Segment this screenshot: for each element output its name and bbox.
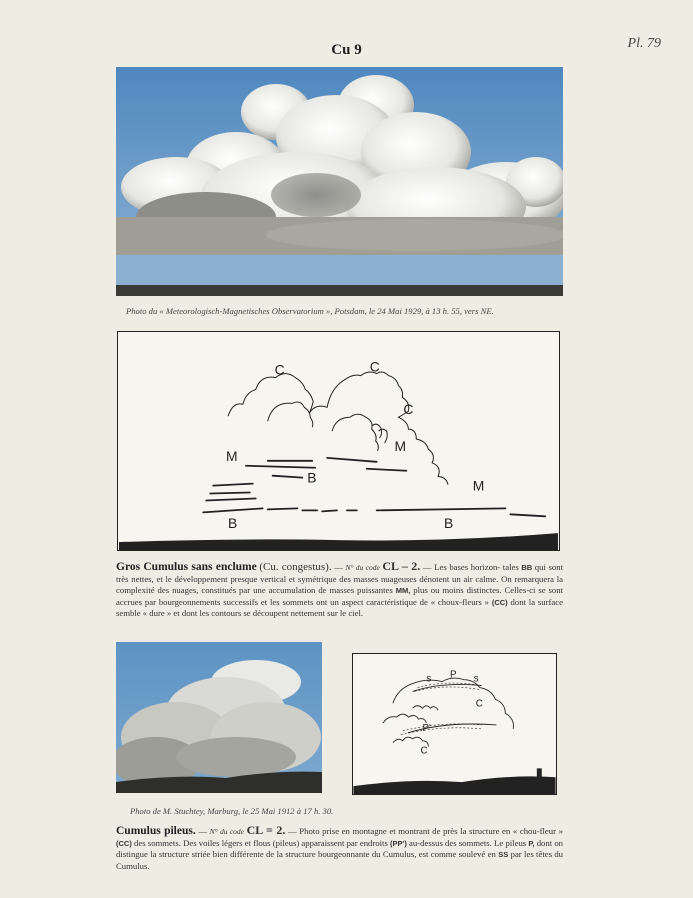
sketch1-label-c: C — [369, 358, 380, 375]
plate-title: Cu 9 — [331, 42, 362, 58]
sketch1-label-m: M — [472, 477, 485, 494]
sketch1-label-m: M — [226, 447, 238, 464]
sketch2-label-p: P — [450, 669, 457, 681]
congestus-heading: Gros Cumulus sans enclume — [116, 561, 257, 573]
sketch1-label-b: B — [307, 469, 317, 486]
photo2-caption: Photo de M. Stuchtey, Marburg, le 25 Mai 1912 à 17 h. 30. — [130, 806, 334, 816]
sketch1-label-b: B — [444, 515, 454, 532]
pileus-heading: Cumulus pileus. — [116, 825, 196, 837]
sketch2-label-s: s — [426, 673, 432, 685]
photo1-caption: Photo du « Meteorologisch-Magnetisches Observatorium », Potsdam, le 24 Mai 1929, à 13 h. 55, vers NE. — [126, 306, 494, 316]
cumulus-congestus-sketch — [117, 331, 560, 551]
sketch2-label-c: C — [420, 745, 428, 757]
sketch2-label-s: s — [473, 673, 479, 685]
sketch1-label-b: B — [228, 515, 238, 532]
sketch2-label-c: C — [475, 698, 483, 710]
sketch1-label-m: M — [394, 437, 407, 454]
cumulus-pileus-sketch — [352, 653, 557, 795]
code-cl: CL – 2. — [382, 559, 421, 573]
sketch1-label-c: C — [403, 401, 414, 418]
sketch1-label-c: C — [274, 361, 285, 378]
plate-number: Pl. 79 — [627, 36, 661, 51]
cumulus-congestus-photo — [116, 67, 563, 296]
cumulus-pileus-photo — [116, 642, 322, 793]
code-cl: CL = 2. — [246, 823, 286, 837]
congestus-description: Gros Cumulus sans enclume (Cu. congestus). — N° du code CL – 2. — Les bases horizon- tales BB qui sont très nettes, et le développement presque vertical et symétrique des masses nuageuses dénotent un air calme. On remarquera la complexité des nuages, constitués par une accumulation de masses puissantes MM, plus ou moins distinctes. Celles-ci se sont accrues par bourgeonnements successifs et les sommets ont un aspect caractéristique de « choux-fleurs » (CC) dont la surface semble « dure » et dont les contours se découpent nettement sur le ciel. — [116, 559, 564, 619]
sketch2-label-p-prime: P' — [422, 722, 431, 734]
pileus-description: Cumulus pileus. — N° du code CL = 2. — Photo prise en montagne et montrant de près la structure en « chou-fleur » (CC) des sommets. Des voiles légers et flous (pileus) apparaissent par endroits (PP') au-dessus des sommets. Le pileus P, dont on distingue la structure striée bien différente de la structure bourgeonnante du Cumulus, est comme soulevé en SS par les têtes du Cumulus. — [116, 823, 564, 871]
